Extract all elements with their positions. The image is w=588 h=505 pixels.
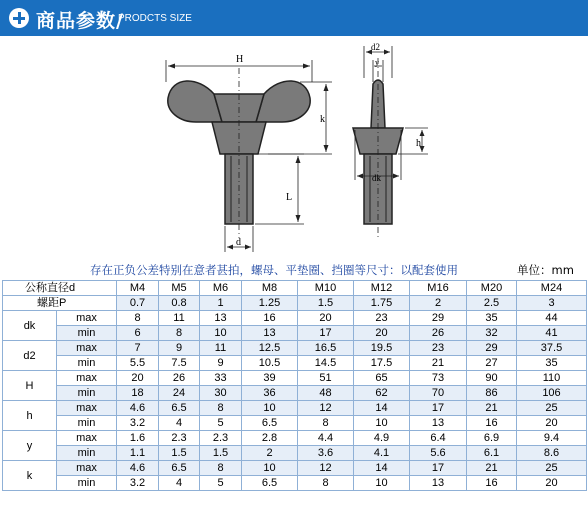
size-header-row xyxy=(3,281,587,296)
min-label: min xyxy=(57,356,117,371)
value-cell: 6.9 xyxy=(467,431,517,446)
value-cell: 4.1 xyxy=(354,446,410,461)
param-row-min xyxy=(3,416,587,431)
value-cell: 6.1 xyxy=(467,446,517,461)
value-cell: 12 xyxy=(298,461,354,476)
value-cell: 36 xyxy=(242,386,298,401)
value-cell: 6 xyxy=(117,326,159,341)
value-cell: 13 xyxy=(410,476,467,491)
value-cell: 4.6 xyxy=(117,401,159,416)
value-cell: 8 xyxy=(200,401,242,416)
value-cell: 8 xyxy=(298,476,354,491)
value-cell: 21 xyxy=(410,356,467,371)
pitch-cell: 1 xyxy=(200,296,242,311)
size-cell: M12 xyxy=(354,281,410,296)
param-row-max xyxy=(3,311,587,326)
value-cell: 3.6 xyxy=(298,446,354,461)
param-row-max xyxy=(3,341,587,356)
value-cell: 6.5 xyxy=(159,461,200,476)
dim-H-label: H xyxy=(236,54,244,65)
param-label: h xyxy=(3,401,57,431)
section-title: 商品参数/ xyxy=(36,10,124,32)
value-cell: 4.6 xyxy=(117,461,159,476)
max-label: max xyxy=(57,371,117,386)
value-cell: 8 xyxy=(159,326,200,341)
param-label: H xyxy=(3,371,57,401)
value-cell: 16 xyxy=(467,476,517,491)
value-cell: 5.6 xyxy=(410,446,467,461)
value-cell: 25 xyxy=(517,401,587,416)
value-cell: 16 xyxy=(242,311,298,326)
value-cell: 13 xyxy=(200,311,242,326)
value-cell: 1.1 xyxy=(117,446,159,461)
value-cell: 2.3 xyxy=(159,431,200,446)
value-cell: 16.5 xyxy=(298,341,354,356)
plus-circle-icon xyxy=(9,8,29,28)
dim-h-label: h xyxy=(416,138,421,149)
nominal-diameter-label: 公称直径d xyxy=(3,281,117,296)
value-cell: 11 xyxy=(159,311,200,326)
dim-k-label: k xyxy=(320,114,325,125)
value-cell: 10 xyxy=(354,476,410,491)
param-row-min xyxy=(3,356,587,371)
value-cell: 11 xyxy=(200,341,242,356)
value-cell: 90 xyxy=(467,371,517,386)
value-cell: 17 xyxy=(298,326,354,341)
value-cell: 17 xyxy=(410,461,467,476)
value-cell: 6.5 xyxy=(159,401,200,416)
tolerance-note xyxy=(0,261,588,279)
value-cell: 26 xyxy=(159,371,200,386)
max-label: max xyxy=(57,461,117,476)
max-label: max xyxy=(57,341,117,356)
value-cell: 48 xyxy=(298,386,354,401)
value-cell: 8 xyxy=(200,461,242,476)
size-cell: M16 xyxy=(410,281,467,296)
value-cell: 20 xyxy=(354,326,410,341)
value-cell: 9 xyxy=(200,356,242,371)
value-cell: 5.5 xyxy=(117,356,159,371)
value-cell: 14 xyxy=(354,461,410,476)
value-cell: 41 xyxy=(517,326,587,341)
value-cell: 65 xyxy=(354,371,410,386)
param-row-max xyxy=(3,431,587,446)
min-label: min xyxy=(57,476,117,491)
value-cell: 9 xyxy=(159,341,200,356)
max-label: max xyxy=(57,431,117,446)
value-cell: 33 xyxy=(200,371,242,386)
value-cell: 21 xyxy=(467,401,517,416)
technical-drawing xyxy=(0,38,588,260)
value-cell: 9.4 xyxy=(517,431,587,446)
value-cell: 10 xyxy=(354,416,410,431)
value-cell: 35 xyxy=(467,311,517,326)
size-cell: M4 xyxy=(117,281,159,296)
value-cell: 8 xyxy=(298,416,354,431)
param-row-min xyxy=(3,476,587,491)
value-cell: 14 xyxy=(354,401,410,416)
pitch-label: 螺距P xyxy=(3,296,117,311)
value-cell: 1.6 xyxy=(117,431,159,446)
pitch-cell: 2.5 xyxy=(467,296,517,311)
value-cell: 26 xyxy=(410,326,467,341)
param-label: d2 xyxy=(3,341,57,371)
value-cell: 23 xyxy=(410,341,467,356)
value-cell: 4.9 xyxy=(354,431,410,446)
value-cell: 14.5 xyxy=(298,356,354,371)
value-cell: 32 xyxy=(467,326,517,341)
value-cell: 4.4 xyxy=(298,431,354,446)
value-cell: 10 xyxy=(200,326,242,341)
dim-y-label: y xyxy=(375,58,379,67)
value-cell: 12 xyxy=(298,401,354,416)
value-cell: 8.6 xyxy=(517,446,587,461)
min-label: min xyxy=(57,326,117,341)
value-cell: 18 xyxy=(117,386,159,401)
value-cell: 24 xyxy=(159,386,200,401)
value-cell: 44 xyxy=(517,311,587,326)
pitch-cell: 1.75 xyxy=(354,296,410,311)
value-cell: 2.8 xyxy=(242,431,298,446)
min-label: min xyxy=(57,446,117,461)
value-cell: 51 xyxy=(298,371,354,386)
param-label: y xyxy=(3,431,57,461)
value-cell: 10.5 xyxy=(242,356,298,371)
value-cell: 106 xyxy=(517,386,587,401)
section-header xyxy=(0,0,588,36)
dim-L-label: L xyxy=(286,192,293,203)
value-cell: 10 xyxy=(242,461,298,476)
value-cell: 17 xyxy=(410,401,467,416)
value-cell: 1.5 xyxy=(159,446,200,461)
value-cell: 25 xyxy=(517,461,587,476)
value-cell: 20 xyxy=(517,476,587,491)
value-cell: 70 xyxy=(410,386,467,401)
param-row-min xyxy=(3,446,587,461)
value-cell: 7 xyxy=(117,341,159,356)
size-cell: M20 xyxy=(467,281,517,296)
max-label: max xyxy=(57,401,117,416)
pitch-cell: 0.8 xyxy=(159,296,200,311)
pitch-cell: 3 xyxy=(517,296,587,311)
value-cell: 13 xyxy=(410,416,467,431)
value-cell: 30 xyxy=(200,386,242,401)
value-cell: 29 xyxy=(467,341,517,356)
pitch-cell: 2 xyxy=(410,296,467,311)
value-cell: 23 xyxy=(354,311,410,326)
tolerance-note-text: 存在正负公差特别在意者甚拍，螺母、平垫圈、挡圈等尺寸：以配套使用 xyxy=(90,263,458,277)
section-subtitle: PRODCTS SIZE xyxy=(118,13,192,24)
value-cell: 20 xyxy=(517,416,587,431)
value-cell: 12.5 xyxy=(242,341,298,356)
value-cell: 73 xyxy=(410,371,467,386)
value-cell: 7.5 xyxy=(159,356,200,371)
value-cell: 3.2 xyxy=(117,476,159,491)
dim-d2-label: d2 xyxy=(371,42,380,52)
wing-nut-front-view xyxy=(166,54,332,252)
value-cell: 17.5 xyxy=(354,356,410,371)
value-cell: 2 xyxy=(242,446,298,461)
value-cell: 8 xyxy=(117,311,159,326)
value-cell: 110 xyxy=(517,371,587,386)
value-cell: 39 xyxy=(242,371,298,386)
min-label: min xyxy=(57,386,117,401)
pitch-row xyxy=(3,296,587,311)
pitch-cell: 0.7 xyxy=(117,296,159,311)
size-cell: M24 xyxy=(517,281,587,296)
value-cell: 21 xyxy=(467,461,517,476)
spec-table xyxy=(2,280,587,491)
dim-d-label: d xyxy=(236,237,241,248)
value-cell: 5 xyxy=(200,416,242,431)
value-cell: 20 xyxy=(117,371,159,386)
value-cell: 6.4 xyxy=(410,431,467,446)
value-cell: 5 xyxy=(200,476,242,491)
value-cell: 1.5 xyxy=(200,446,242,461)
dim-dk-label: dk xyxy=(372,173,381,183)
param-label: dk xyxy=(3,311,57,341)
pitch-cell: 1.25 xyxy=(242,296,298,311)
value-cell: 16 xyxy=(467,416,517,431)
value-cell: 19.5 xyxy=(354,341,410,356)
value-cell: 13 xyxy=(242,326,298,341)
value-cell: 4 xyxy=(159,416,200,431)
unit-label: 单位：mm xyxy=(517,263,574,277)
param-label: k xyxy=(3,461,57,491)
param-row-min xyxy=(3,386,587,401)
pitch-cell: 1.5 xyxy=(298,296,354,311)
value-cell: 29 xyxy=(410,311,467,326)
value-cell: 6.5 xyxy=(242,416,298,431)
wing-nut-side-view xyxy=(353,42,428,238)
min-label: min xyxy=(57,416,117,431)
param-row-max xyxy=(3,371,587,386)
value-cell: 35 xyxy=(517,356,587,371)
value-cell: 37.5 xyxy=(517,341,587,356)
size-cell: M5 xyxy=(159,281,200,296)
param-row-max xyxy=(3,461,587,476)
value-cell: 6.5 xyxy=(242,476,298,491)
value-cell: 20 xyxy=(298,311,354,326)
value-cell: 62 xyxy=(354,386,410,401)
value-cell: 4 xyxy=(159,476,200,491)
value-cell: 86 xyxy=(467,386,517,401)
param-row-min xyxy=(3,326,587,341)
size-cell: M8 xyxy=(242,281,298,296)
value-cell: 3.2 xyxy=(117,416,159,431)
size-cell: M10 xyxy=(298,281,354,296)
value-cell: 27 xyxy=(467,356,517,371)
value-cell: 10 xyxy=(242,401,298,416)
param-row-max xyxy=(3,401,587,416)
value-cell: 2.3 xyxy=(200,431,242,446)
size-cell: M6 xyxy=(200,281,242,296)
max-label: max xyxy=(57,311,117,326)
